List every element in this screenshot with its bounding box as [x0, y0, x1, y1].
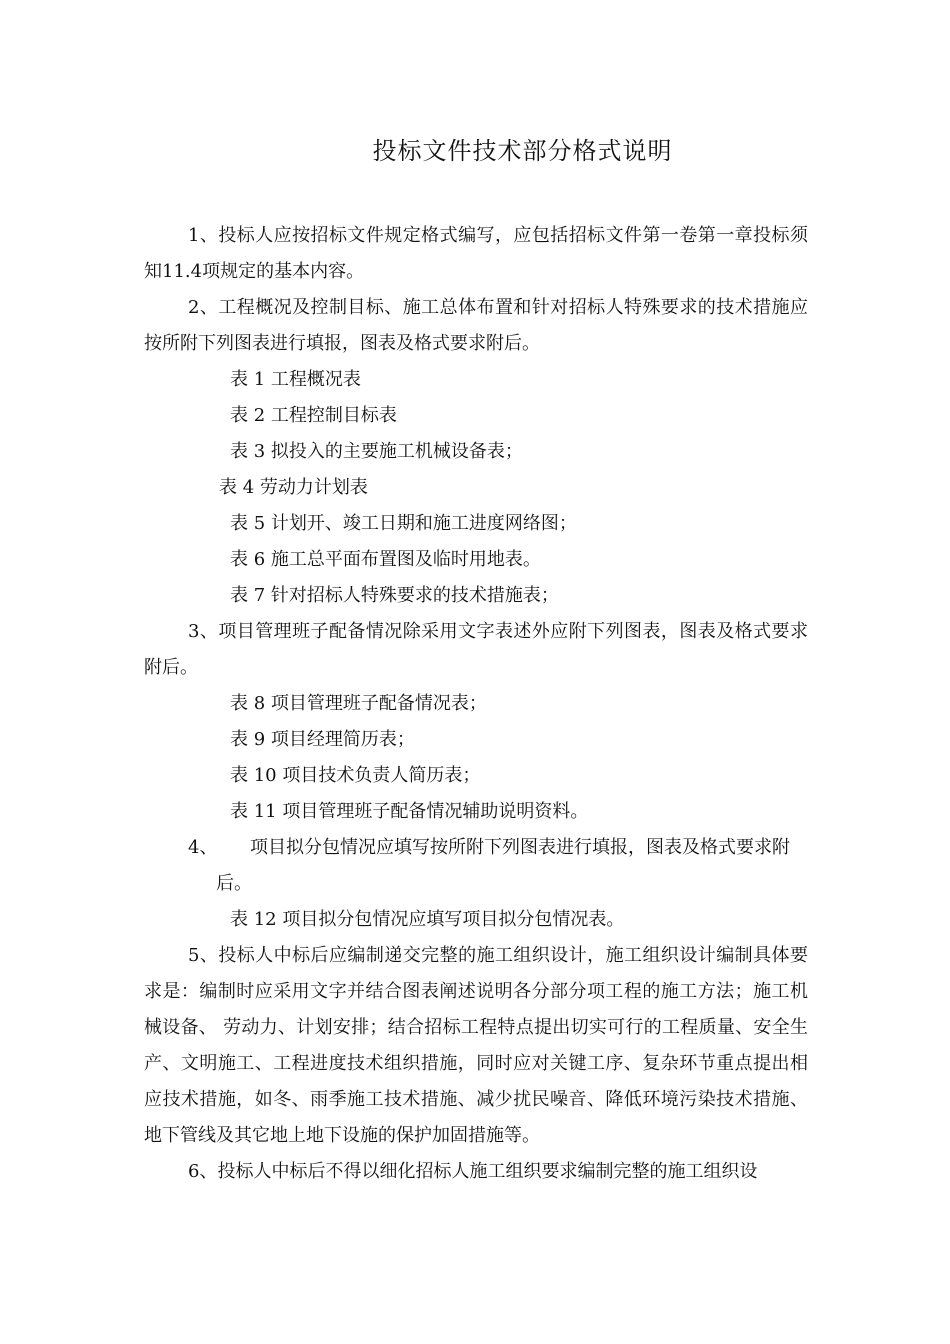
paragraph-1: 1、投标人应按招标文件规定格式编写，应包括招标文件第一卷第一章投标须知11.4项规定的基本内容。	[144, 225, 808, 282]
list-item: 表 12 项目拟分包情况应填写项目拟分包情况表。	[230, 909, 625, 930]
paragraph-4	[144, 830, 808, 902]
document-body	[144, 218, 808, 1190]
list-item: 表 9 项目经理简历表；	[230, 729, 415, 750]
paragraph-6: 6、投标人中标后不得以细化招标人施工组织要求编制完整的施工组织设	[188, 1161, 758, 1182]
list-item: 表 7 针对招标人特殊要求的技术措施表；	[230, 585, 559, 606]
list-item: 表 10 项目技术负责人简历表；	[230, 765, 481, 786]
list-item: 表 6 施工总平面布置图及临时用地表。	[230, 549, 541, 570]
table-list-2	[144, 362, 808, 614]
list-item: 表 5 计划开、竣工日期和施工进度网络图；	[230, 513, 577, 534]
paragraph-5: 5、投标人中标后应编制递交完整的施工组织设计，施工组织设计编制具体要求是：编制时应采用文字并结合图表阐述说明各分部分项工程的施工方法；施工机械设备、 劳动力、计划安排；结合招标工程特点提出切实可行的工程质量、安全生产、文明施工、工程进度技术组织措施，同时应对关键工序、复杂环节重点提出相应技术措施，如冬、雨季施工技术措施、减少扰民噪音、降低环境污染技术措施、地下管线及其它地上地下设施的保护加固措施等。	[144, 945, 808, 1146]
list-item: 表 8 项目管理班子配备情况表；	[230, 693, 487, 714]
table-list-4	[144, 902, 808, 938]
list-item: 表 3 拟投入的主要施工机械设备表；	[230, 441, 523, 462]
paragraph-2: 2、工程概况及控制目标、施工总体布置和针对招标人特殊要求的技术措施应按所附下列图表进行填报，图表及格式要求附后。	[144, 297, 808, 354]
paragraph-4-text: 项目拟分包情况应填写按所附下列图表进行填报，图表及格式要求附后。	[216, 837, 790, 894]
paragraph-3: 3、项目管理班子配备情况除采用文字表述外应附下列图表，图表及格式要求附后。	[144, 621, 808, 678]
list-item: 表 4 劳动力计划表	[219, 477, 368, 498]
list-item: 表 11 项目管理班子配备情况辅助说明资料。	[230, 801, 589, 822]
table-list-3	[144, 686, 808, 830]
list-item: 表 1 工程概况表	[230, 369, 361, 390]
paragraph-4-number: 4、	[188, 837, 218, 858]
document-title: 投标文件技术部分格式说明	[372, 137, 673, 165]
list-item: 表 2 工程控制目标表	[230, 405, 397, 426]
